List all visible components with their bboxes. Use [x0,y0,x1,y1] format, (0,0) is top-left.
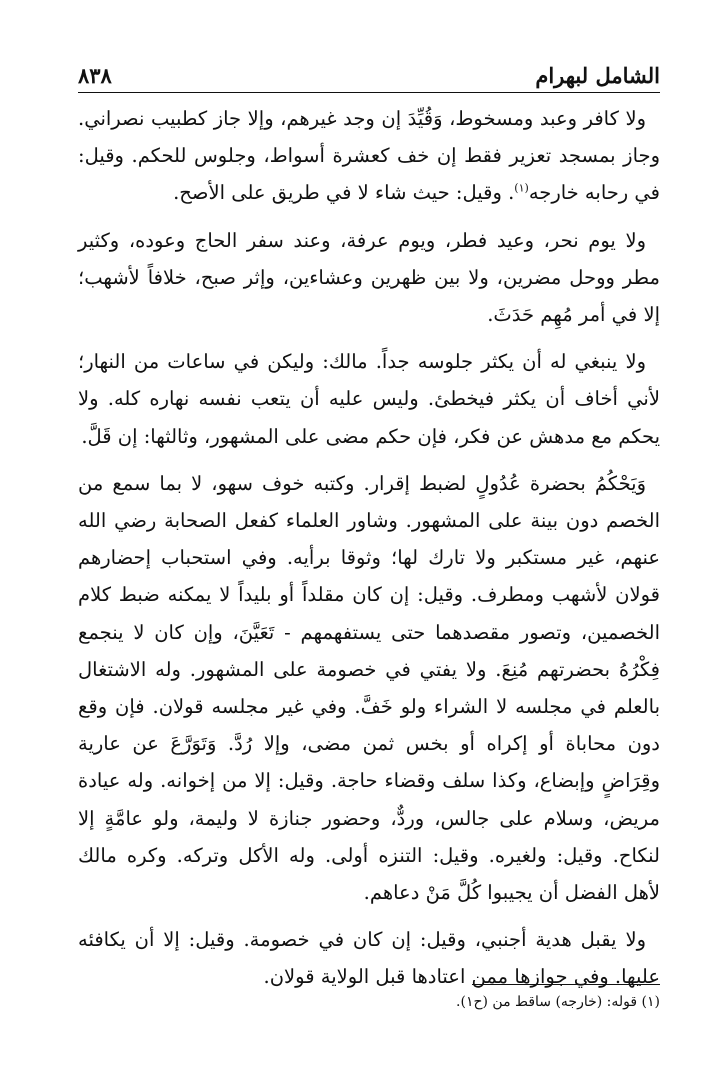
page-number: ٨٣٨ [78,63,112,88]
main-text [78,100,660,1006]
paragraph-3: ولا ينبغي له أن يكثر جلوسه جداً. مالك: وليكن في ساعات من النهار؛ لأني أخاف أن يكثر فيخطئ. وليس عليه أن يتعب نفسه نهاره كله. ولا يحكم مع مدهش عن فكر، فإن حكم مضى على المشهور، وثالثها: إن قَلَّ. [78,350,660,448]
running-title: الشامل لبهرام [535,63,660,88]
header-divider [78,92,660,93]
footnote-1: (١) قوله: (خارجه) ساقط من (ح١). [456,994,660,1010]
page-header [78,44,660,88]
paragraph-5: ولا يقبل هدية أجنبي، وقيل: إن كان في خصومة. وقيل: إلا أن يكافئه عليها. وفي جوازها ممن اعتادها قبل الولاية قولان. [78,928,660,989]
footnote-reference[interactable]: (١) [514,181,529,195]
paragraph-1 [78,100,660,212]
paragraph-4: وَيَحْكُمُ بحضرة عُدُولٍ لضبط إقرار. وكتبه خوف سهو، لا بما سمع من الخصم دون بينة على المشهور. وشاور العلماء كفعل الصحابة رضي الله عنهم، غير مستكبر ولا تارك لها؛ وثوقا برأيه. وفي استحباب إحضارهم قولان لأشهب ومطرف. وقيل: إن كان مقلداً أو بليداً لا يمكنه ضبط كلام الخصمين، وتصور مقصدهما حتى يستفهمهم - تَعَيَّنَ، وإن كان لا ينجمع فِكْرُهُ بحضرتهم مُنِعَ. ولا يفتي في خصومة على المشهور. وله الاشتغال بالعلم في مجلسه لا الشراء ولو خَفَّ. وفي غير مجلسه قولان. فإن وقع دون محاباة أو إكراه أو بخس ثمن مضى، وإلا رُدَّ. وَتَوَرَّعَ عن عارية وقِرَاضٍ وإبضاع، وكذا سلف وقضاء حاجة. وقيل: إلا من إخوانه. وله عيادة مريض، وسلام على جالس، وردٌّ، وحضور جنازة لا وليمة، ولو عامَّةٍ إلا لنكاح. وقيل: ولغيره. وقيل: التنزه أولى. وله الأكل وتركه. وكره مالك لأهل الفضل أن يجيبوا كُلَّ مَنْ دعاهم. [78,471,660,905]
paragraph-1-text-after: . وقيل: حيث شاء لا في طريق على الأصح. [173,181,515,205]
paragraph-2: ولا يوم نحر، وعيد فطر، ويوم عرفة، وعند سفر الحاج وعوده، وكثير مطر ووحل مضرين، ولا بين ظهرين وعشاءين، وإثر صبح، خلافاً لأشهب؛ إلا في أمر مُهِم حَدَثَ. [78,228,660,327]
paragraph-1-text-before: ولا كافر وعبد ومسخوط، وَقُيِّدَ إن وجد غيرهم، وإلا جاز كطبيب نصراني. وجاز بمسجد تعزير فقط إن خف كعشرة أسواط، وجلوس للحكم. وقيل: في رحابه خارجه [78,107,660,205]
footnote-divider [472,984,660,985]
